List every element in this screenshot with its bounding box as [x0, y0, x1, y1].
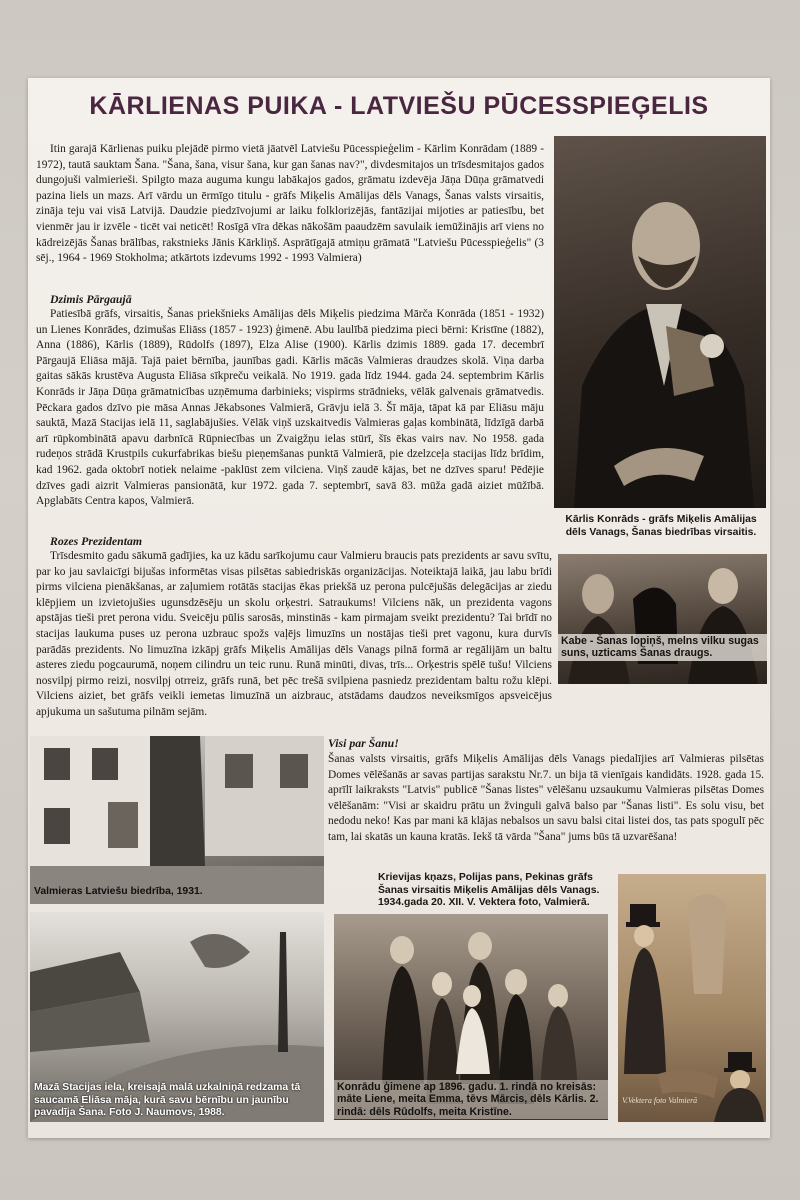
vekters-photo	[618, 874, 766, 1122]
portrait-caption: Kārlis Konrāds - grāfs Miķelis Amālijas dēls Vanags, Šanas biedrības virsaitis.	[565, 514, 757, 538]
house-caption: Valmieras Latviešu biedrība, 1931.	[34, 886, 203, 897]
exhibition-board	[28, 78, 770, 1138]
street-caption: Mazā Stacijas iela, kreisajā malā uzkalniņā redzama tā saucamā Eliāsa māja, kurā savu bērnību un jaunību pavadīja Šana. Foto J. Naumovs, 1988.	[34, 1082, 301, 1118]
section2-heading: Rozes Prezidentam	[50, 534, 143, 548]
section1-text: Patiesībā grāfs, virsaitis, Šanas priekšnieks Amālijas dēls Miķelis piedzima Mārča Konrāda (1851 - 1932) un Lienes Konrādes, dzimušas Eliāss (1857 - 1923) ģimenē. Abu laulībā piedzima pieci bērni: Kristīne (1882), Anna (1886), Kārlis (1889), Rūdolfs (1897), Elza Alise (1900). Kārlis dzimis 1889. gada 17. decembrī Pārgaujā Eliāsa mājā. Tajā paiet bērnība, jaunības gadi. Kārlis mācās Valmieras draudzes skolā. Viņa darba gaitas sākās krustēva Augusta Eliāsa sīkpreču veikalā. No 1919. gada līdz 1944. gada 24. septembrim Kārlis Konrāds ir Jāņa Dūņa grāmatnicības uzņēmuma darbinieks; vispirms strādnieks, vēlāk galvenais grāmatvedis. Pēckara gados dzīvo pie māsa Annas Jēkabsones Valmierā, Grāvju ielā 3. Šī māja, tāpat kā par Eliāsu māju sauktā, Mazā Stacijas ielā 11, saglabājušies. Vēlāk viņš uzskaitvedis Valmieras gaļas kombinātā, līdzīgā darbā arī rūpkombinātā apavu darbnīcā Rūpniecības un Zvaigžņu ielas stūrī, šīs ēkas vairs nav. No 1958. gada rudeņos strādā Krustpils cukurfabrikas biešu pieņemšanas punktā Valmierā, pie dzelzceļa stacijas līdz brīdim, kad 1962. gada oktobrī notiek nelaime -paklūst zem vilciena. Viņš zaudē kājas, bet ne dzīves sparu! Pēdējie dzīves gadi aizrit Valmieras pansionātā, kur 1972. gada 7. septembrī, savā 83. mūža gadā aiziet mūžībā. Apglabāts Centra kapos, Valmierā.	[36, 308, 544, 508]
portrait-photo	[554, 136, 766, 508]
dog-photo	[558, 554, 767, 684]
family-photo	[334, 914, 608, 1120]
section1-heading: Dzimis Pārgaujā	[50, 292, 132, 306]
portrait-illustration	[554, 136, 766, 508]
section3-text: Šanas valsts virsaitis, grāfs Miķelis Amālijas dēls Vanags piedalījies arī Valmieras pilsētas Domes vēlēšanās ar savas partijas sarakstu Nr.7. un bija tā vienīgais kandidāts. 1928. gada 15. aprīlī laikraksts "Latvis" publicē "Šanas listes" vēlēšanu uzsaukumu Valmieras pilsētas Domes vēlēšanām: "Visi ar skaidru prātu un žvinguli galvā balso par "Šanas listi". Es solu visu, bet nedodu neko! Kas par mani kā klājas nebalsos un savu balsi citai listei dos, tas pats spogulī pēc tam, lai skatās un kauna kratās. Iekš tā vārda "Šana" jums būs tā uzvarēšana!	[328, 753, 764, 843]
photo-signature: V.Vektera foto Valmierā	[622, 1096, 698, 1105]
dog-caption: Kabe - Šanas lopiņš, melns vilku sugas suns, uzticams Šanas draugs.	[558, 634, 767, 661]
dog-illustration	[558, 554, 767, 684]
section2-text-top: Trīsdesmito gadu sākumā gadījies, ka uz kādu sarīkojumu caur Valmieru braucis pats prezidents ar savu svītu, par ko jau savlaicīgi bijušas informētas visas pilsētas sabiedriskās organizācijas. Noteiktajā laikā, jau labu brīdi pirms vilciena pienākšanas, ar zaļumiem rotātās stacijas ēkas priekšā uz perona pulcējušās delegācijas ar ziedu klēpjiem un izvietojušies ugunsdzēsēju un skolu orķestri. Satraukums! Vilciens nāk, un prezidenta vagons apstājas tieši pret perona vidu. Sveicēju pūlis sarosās, minstinās - kam pirmajam sveikt prezidentu? Tai brīdī no stacijas laukuma puses uz perona uzbrauc spožs vaļējs limuzīns un nostājas tieši pret vagonu, kura durvīs parādās prezidents. No limuzīna izkāpj grāfs Miķelis Amālijas dēls Vanags pilnā formā ar regālijām un baltu asteres ziedu pogcaurumā, noņem cilindru un teic runu. Runā minūti, divas, trīs... Orķestris spēlē tušu! Vilciens nosvilpj pirmo reizi, nosvilpj otrreiz, grāfs runā, bet pēc trešā svilpiena pasniedz prezidentam baltu rožu klēpi. Vilciens aiziet, bet grāfs veikli iemetas limuzīnā un aizbrauc, atstādams daudzos neveiksmīgos apsveicējus apjukuma un sašutuma pilnām sejām.	[36, 550, 552, 718]
family-caption: Konrādu ģimene ap 1896. gadu. 1. rindā no kreisās: māte Liene, meita Emma, tēvs Mārcis, dēls Kārlis. 2. rindā: dēls Rūdolfs, meita Kristīne.	[334, 1080, 608, 1119]
house-photo	[30, 736, 324, 904]
house-illustration	[30, 736, 324, 904]
page-title: KĀRLIENAS PUIKA - LATVIEŠU PŪCESSPIEĢELIS	[89, 92, 709, 120]
section3-heading: Visi par Šanu!	[328, 736, 399, 750]
vekters-illustration	[618, 874, 766, 1122]
vekters-caption: Krievijas kņazs, Polijas pans, Pekinas grāfs Šanas virsaitis Miķelis Amālijas dēls Vanags. 1934.gada 20. XII. V. Vektera foto, Valmierā.	[378, 872, 600, 908]
intro-text: Itin garajā Kārlienas puiku plejādē pirmo vietā jāatvēl Latviešu Pūcesspieģelim - Kārlim Konrādam (1889 - 1972), tautā sauktam Šana. "Šana, šana, visur šana, kur gan šanas nav?", divdesmitajos un trīsdesmitajos gados dungojuši valmierieši. Spilgto maza auguma kungu labākajos gados, grāmatu izdevēja Jāņa Dūņa grāmatvedi pazina liels un mazs. Arī vārdu un ērmīgo titulu - grāfs Miķelis Amālijas dēls Vanags, Šanas valsts virsaitis, zināja teju vai visā Latvijā. Daudzie piedzīvojumi ar laiku folklorizējās, fantāzijai mijoties ar patiesību, bet vienmēr jau ir izvēle - ticēt vai neticēt! Rosīgā vīra dēkas nākošām paaudzēm savulaik iemūžinājis arī viens no kādreizējās Šanas brālības, rakstnieks Jānis Kārkliņš. Asprātīgajā atmiņu grāmatā "Latviešu Pūcesspieģelis" (3 sēj., 1964 - 1969 Stokholma; atkārtots izdevums 1992 - 1993 Valmiera)	[36, 143, 544, 265]
street-photo	[30, 912, 324, 1122]
